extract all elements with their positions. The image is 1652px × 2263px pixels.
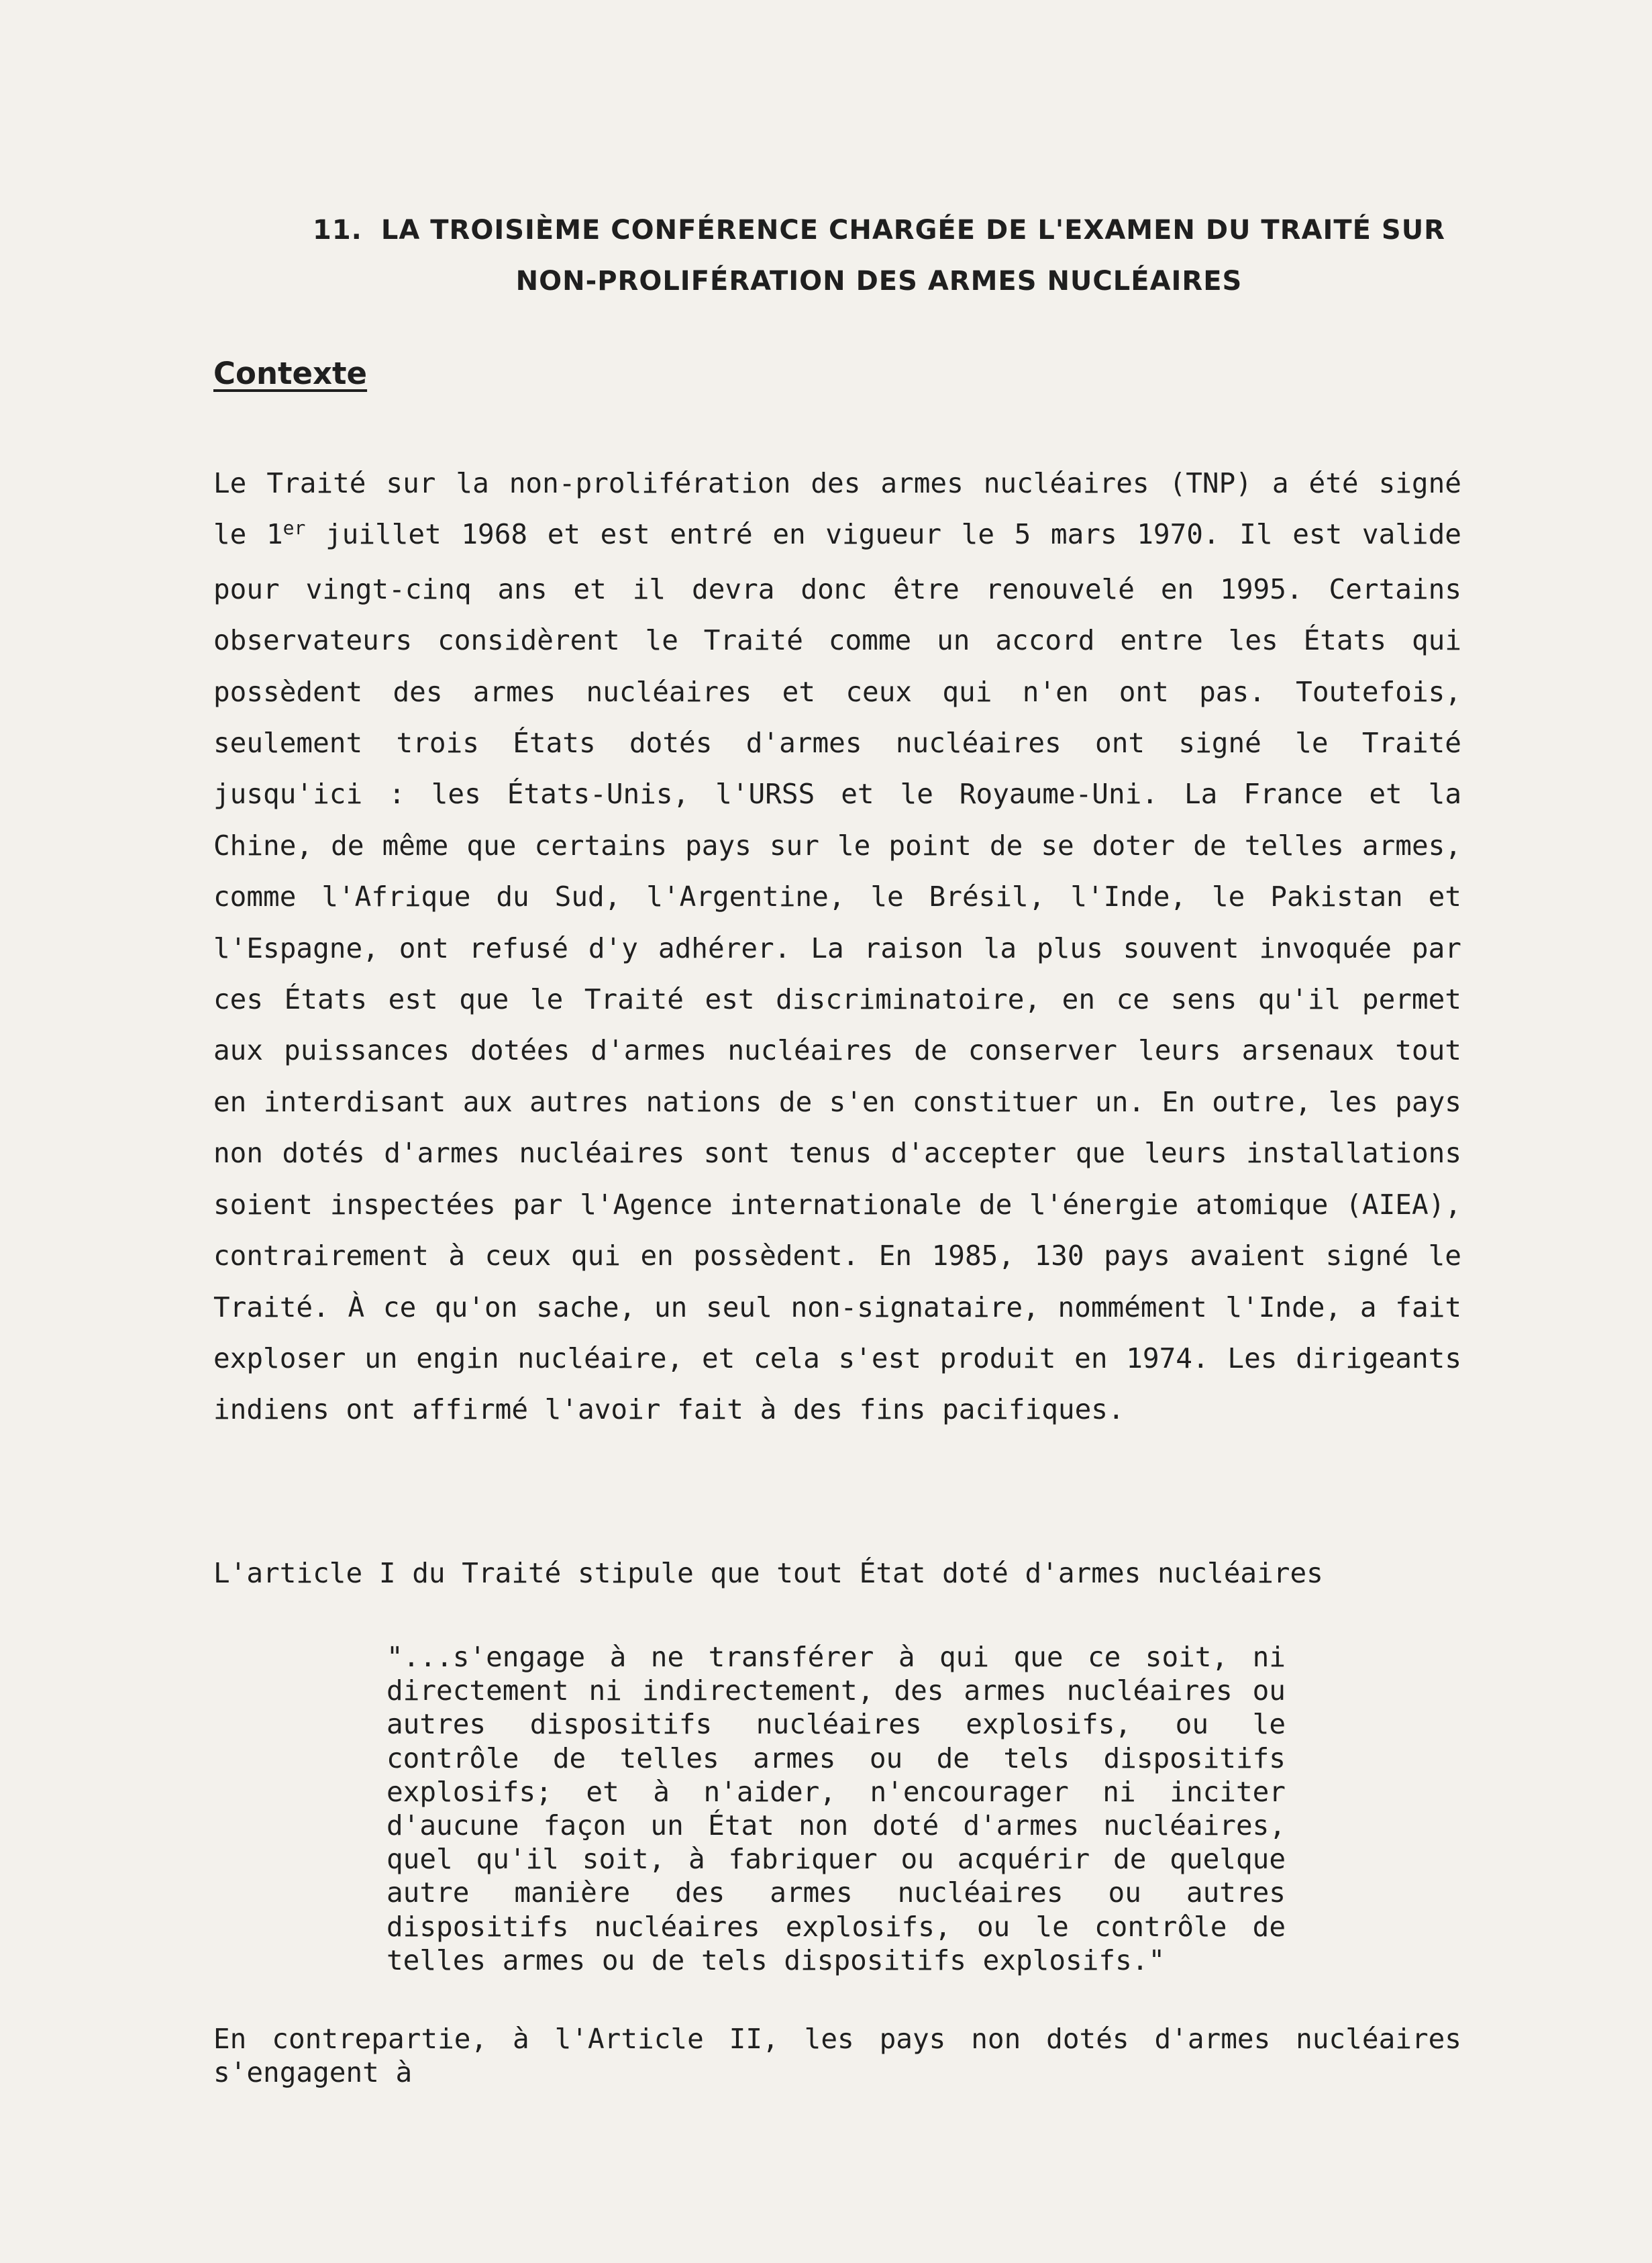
treaty-quote: "...s'engage à ne transférer à qui que ce soit, ni directement ni indirectement, des armes nucléaires ou autres dispositifs nucléaires explosifs, ou le contrôle de telles armes ou de tels dispositifs explosifs; et à n'aider, n'encourager ni inciter d'aucune façon un État non doté d'armes nucléaires, quel qu'il soit, à fabriquer ou acquérir de quelque autre manière des armes nucléaires ou autres dispositifs nucléaires explosifs, ou le contrôle de telles armes ou de tels dispositifs explosifs." <box>386 1641 1286 1976</box>
paragraph-article-one: L'article I du Traité stipule que tout État doté d'armes nucléaires <box>213 1557 1323 1589</box>
chapter-heading <box>295 205 1463 307</box>
chapter-number: 11. <box>313 215 362 246</box>
paragraph-context-start: Le Traité sur la non-prolifération des armes nucléaires (TNP) a été signé le 1 <box>213 467 1461 551</box>
ordinal-superscript: er <box>282 517 306 540</box>
chapter-title-line-1: LA TROISIÈME CONFÉRENCE CHARGÉE DE L'EXAMEN DU TRAITÉ SUR <box>380 215 1445 246</box>
paragraph-article-two: En contrepartie, à l'Article II, les pays non dotés d'armes nucléaires s'engagent à <box>213 2023 1461 2089</box>
paragraph-context-rest: juillet 1968 et est entré en vigueur le 5 mars 1970. Il est valide pour vingt-cinq ans et il devra donc être renouvelé en 1995. Certains observateurs considèrent le Traité comme un accord entre les États qui possèdent des armes nucléaires et ceux qui n'en ont pas. Toutefois, seulement trois États dotés d'armes nucléaires ont signé le Traité jusqu'ici : les États-Unis, l'URSS et le Royaume-Uni. La France et la Chine, de même que certains pays sur le point de se doter de telles armes, comme l'Afrique du Sud, l'Argentine, le Brésil, l'Inde, le Pakistan et l'Espagne, ont refusé d'y adhérer. La raison la plus souvent invoquée par ces États est que le Traité est discriminatoire, en ce sens qu'il permet aux puissances dotées d'armes nucléaires de conserver leurs arsenaux tout en interdisant aux autres nations de s'en constituer un. En outre, les pays non dotés d'armes nucléaires sont tenus d'accepter que leurs installations soient inspectées par l'Agence internationale de l'énergie atomique (AIEA), contrairement à ceux qui en possèdent. En 1985, 130 pays avaient signé le Traité. À ce qu'on sache, un seul non-signataire, nommément l'Inde, a fait exploser un engin nucléaire, et cela s'est produit en 1974. Les dirigeants indiens ont affirmé l'avoir fait à des fins pacifiques. <box>213 518 1461 1426</box>
paragraph-context <box>213 458 1461 1436</box>
chapter-title-line-2: NON-PROLIFÉRATION DES ARMES NUCLÉAIRES <box>515 266 1243 297</box>
section-title: Contexte <box>213 356 368 391</box>
